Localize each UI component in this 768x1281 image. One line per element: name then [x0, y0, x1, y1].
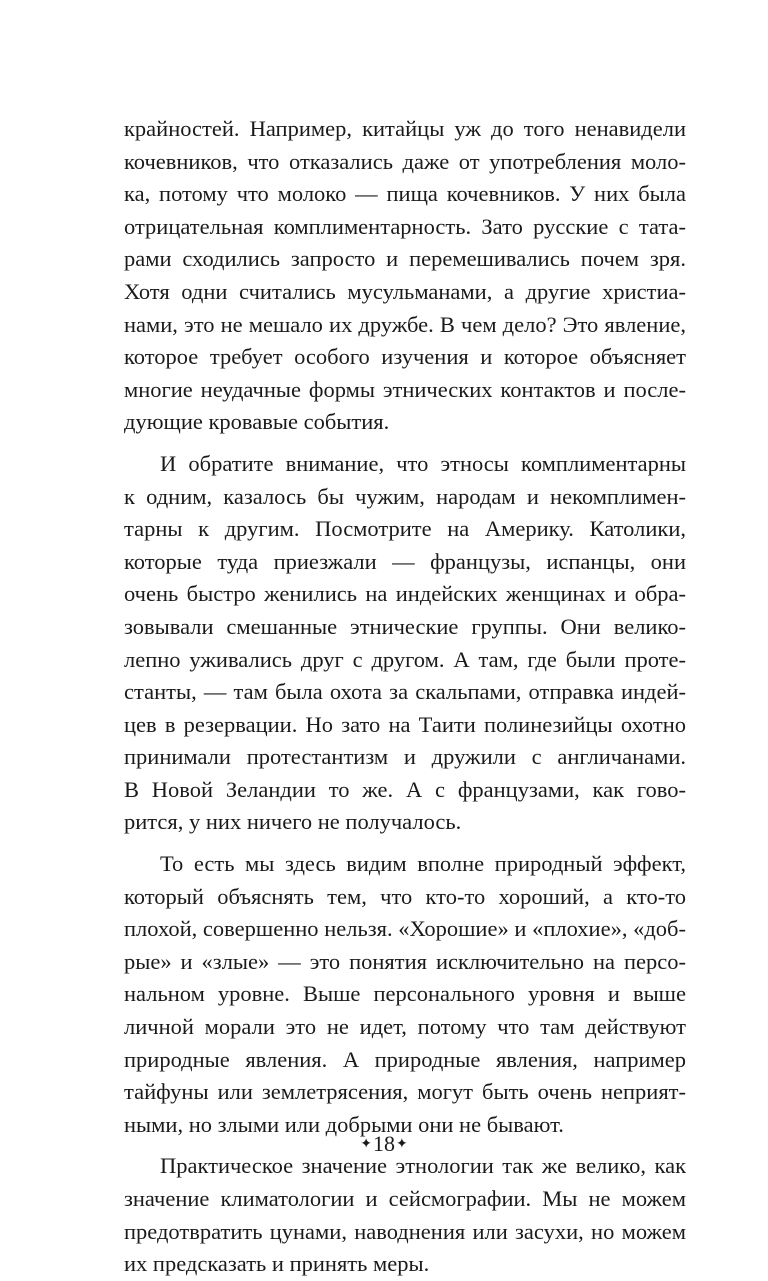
text-line: значение климатологии и сейсмографии. Мы не можем — [124, 1186, 686, 1211]
page-footer — [0, 1130, 768, 1159]
text-line: ными, но злыми или добрыми они не бывают. — [124, 1111, 564, 1137]
text-line: дующие кровавые события. — [124, 409, 390, 435]
text-line: лепно уживались друг с другом. А там, где были проте- — [124, 646, 686, 672]
text-line: нальном уровне. Выше персонального уровня и выше — [124, 981, 686, 1007]
text-line: То есть мы здесь видим вполне природный эффект, — [160, 851, 686, 877]
paragraph — [124, 113, 686, 439]
text-line: В Новой Зеландии то же. А с французами, как гово- — [124, 776, 686, 802]
text-line: цев в резервации. Но зато на Таити полинезийцы охотно — [124, 711, 686, 737]
text-line: отрицательная комплиментарность. Зато русские с тата- — [124, 213, 686, 239]
text-line: тайфуны или землетрясения, могут быть очень неприят- — [124, 1079, 686, 1105]
paragraph — [124, 1150, 686, 1280]
ornament-right-icon: ✦ — [396, 1137, 408, 1152]
text-line: которое требует особого изучения и которое объясняет — [124, 344, 686, 370]
text-line: принимали протестантизм и дружили с англичанами. — [124, 744, 686, 770]
text-line: который объяснять тем, что кто-то хороший, а кто-то — [124, 883, 686, 909]
text-line: нами, это не мешало их дружбе. В чем дело? Это явление, — [124, 311, 686, 337]
text-line: их предсказать и принять меры. — [124, 1251, 430, 1277]
text-line: многие неудачные формы этнических контактов и после- — [124, 376, 686, 402]
text-line: личной морали это не идет, потому что там действуют — [124, 1014, 686, 1040]
text-line: зовывали смешанные этнические группы. Они велико- — [124, 613, 686, 639]
text-line: которые туда приезжали — французы, испанцы, они — [124, 548, 686, 574]
text-line: Практическое значение этнологии так же велико, как — [160, 1153, 686, 1179]
text-line: И обратите внимание, что этносы комплиментарны — [160, 450, 686, 476]
text-line: рами сходились запросто и перемешивались почем зря. — [124, 246, 686, 272]
ornament-left-icon: ✦ — [360, 1137, 372, 1152]
text-line: тарны к другим. Посмотрите на Америку. Католики, — [124, 516, 686, 542]
text-line: ка, потому что молоко — пища кочевников. У них была — [124, 181, 686, 207]
text-line: рится, у них ничего не получалось. — [124, 809, 462, 835]
body-text — [124, 113, 686, 1281]
text-line: Хотя одни считались мусульманами, а другие христиа- — [124, 278, 686, 304]
text-line: к одним, казалось бы чужим, народам и некомплимен- — [124, 483, 686, 509]
paragraph — [124, 448, 686, 839]
text-line: крайностей. Например, китайцы уж до того ненавидели — [124, 116, 686, 141]
text-line: кочевников, что отказались даже от употребления моло- — [124, 148, 686, 174]
text-line: предотвратить цунами, наводнения или засухи, но можем — [124, 1218, 686, 1244]
text-line: очень быстро женились на индейских женщинах и обра- — [124, 581, 686, 607]
text-line: рые» и «злые» — это понятия исключительно на персо- — [124, 948, 686, 974]
page-number: 18 — [373, 1131, 395, 1156]
text-line: плохой, совершенно нельзя. «Хорошие» и «плохие», «доб- — [124, 916, 686, 942]
text-line: станты, — там была охота за скальпами, отправка индей- — [124, 679, 686, 705]
paragraph — [124, 848, 686, 1141]
text-line: природные явления. А природные явления, например — [124, 1046, 686, 1072]
